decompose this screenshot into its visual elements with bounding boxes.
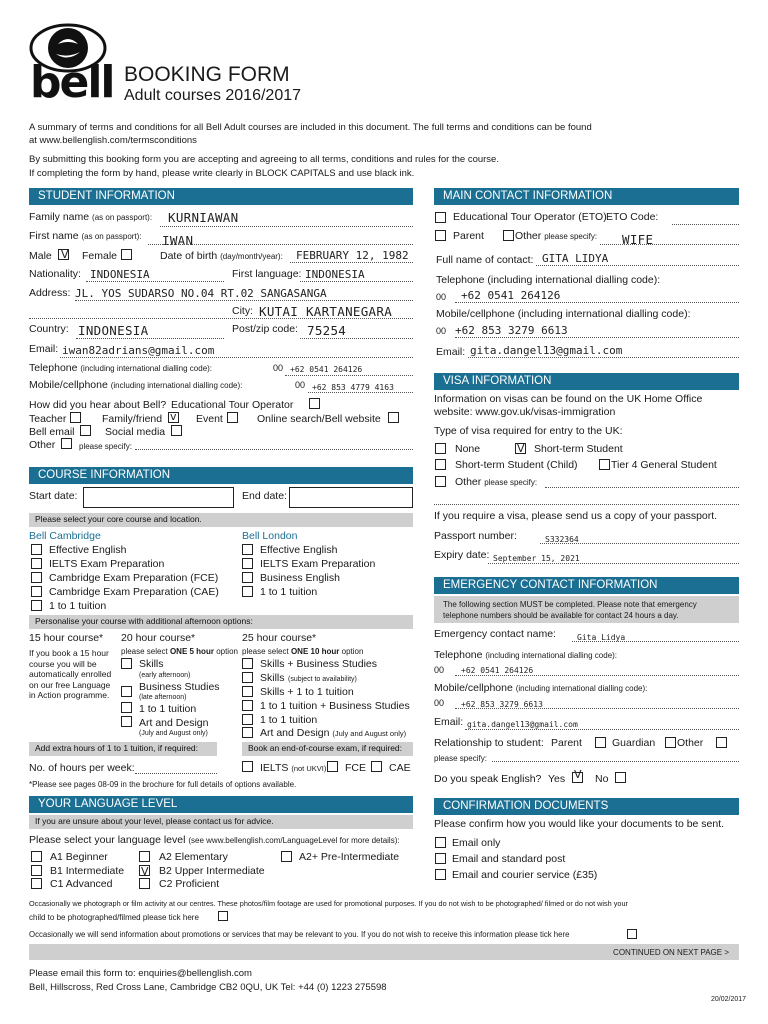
contact-other-line [600, 244, 739, 245]
opt25-skills-one-checkbox[interactable] [242, 686, 253, 697]
emergency-mobile-line [455, 708, 739, 709]
bell-wordmark: bell [30, 57, 114, 108]
dob-label: Date of birth (day/month/year): [160, 250, 283, 262]
footer-date: 20/02/2017 [711, 996, 747, 1003]
exam-bar: Book an end-of-course exam, if required: [242, 742, 413, 756]
contact-email-value[interactable]: gita.dangel13@gmail.com [470, 344, 623, 357]
hear-event-checkbox[interactable] [227, 412, 238, 423]
opt20-art-checkbox[interactable] [121, 716, 132, 727]
hear-online-checkbox[interactable] [388, 412, 399, 423]
speak-english-yes-check-mark: V [574, 768, 582, 781]
cambridge-course-label: Cambridge Exam Preparation (CAE) [49, 586, 219, 598]
passport-number-value[interactable]: S332364 [545, 535, 579, 544]
visa-tier4-checkbox[interactable] [599, 459, 610, 470]
family-name-value[interactable]: KURNIAWAN [168, 210, 239, 225]
student-telephone-value[interactable]: +62 0541 264126 [290, 365, 363, 374]
exam-fce-checkbox[interactable] [327, 761, 338, 772]
cambridge-course-label: 1 to 1 tuition [49, 600, 107, 612]
email-label: Email: [29, 343, 59, 355]
contact-mobile-label: Mobile/cellphone (including international dialling code): [436, 308, 691, 320]
confirm-email-courier-label: Email and courier service (£35) [452, 869, 598, 881]
contact-telephone-value[interactable]: +62 0541 264126 [461, 289, 561, 302]
visa-short-term-child-label: Short-term Student (Child) [455, 459, 578, 471]
contact-email-line [468, 357, 739, 358]
london-course-checkbox[interactable] [242, 544, 253, 555]
opt25-skills-one-label: Skills + 1 to 1 tuition [260, 686, 354, 698]
level-a2-label: A2 Elementary [159, 851, 228, 863]
nationality-label: Nationality: [29, 268, 81, 280]
language-level-heading: YOUR LANGUAGE LEVEL [29, 796, 413, 813]
opt25-one-label: 1 to 1 tuition [260, 714, 318, 726]
female-label: Female [82, 250, 118, 262]
extra-hours-bar: Add extra hours of 1 to 1 tuition, if required: [29, 742, 217, 756]
female-checkbox[interactable] [121, 249, 132, 260]
relationship-specify: please specify: [434, 754, 487, 763]
london-course-label: Business English [260, 572, 340, 584]
course-info-heading: COURSE INFORMATION [29, 467, 413, 484]
cambridge-course-label: Cambridge Exam Preparation (FCE) [49, 572, 219, 584]
level-a2plus-label: A2+ Pre-Intermediate [299, 851, 400, 863]
visa-none-checkbox[interactable] [435, 443, 446, 454]
start-date-input[interactable] [83, 487, 234, 508]
cambridge-course-checkbox[interactable] [31, 586, 42, 597]
opt20-business-label: Business Studies [139, 681, 220, 693]
first-name-line [148, 244, 413, 245]
opt25-one-business-label: 1 to 1 tuition + Business Studies [260, 700, 410, 712]
hear-other-specify: please specify: [79, 442, 132, 451]
hear-family-check-mark: v [170, 410, 177, 423]
opt25-art-label: Art and Design (July and August only) [260, 727, 407, 739]
opt25-skills-hint: (subject to availability) [288, 676, 357, 683]
opt20-art-hint: (July and August only) [139, 730, 208, 737]
visa-short-term-check-mark: V [517, 442, 525, 455]
visa-other-checkbox[interactable] [435, 476, 446, 487]
hear-eto-label: Educational Tour Operator [171, 399, 294, 411]
contact-eto-code-line [672, 224, 739, 225]
contact-other-label: Other please specify: [515, 230, 598, 242]
level-a1-checkbox[interactable] [31, 851, 42, 862]
family-name-line [160, 226, 413, 227]
course-20-hour-heading: 20 hour course* [121, 632, 196, 644]
student-telephone-prefix: 00 [273, 363, 284, 373]
bell-cambridge-heading: Bell Cambridge [29, 530, 101, 542]
visa-require-note: If you require a visa, please send us a copy of your passport. [434, 510, 718, 522]
student-mobile-value[interactable]: +62 853 4779 4163 [312, 383, 394, 392]
level-b1-checkbox[interactable] [31, 865, 42, 876]
emergency-name-label: Emergency contact name: [434, 628, 556, 640]
cambridge-course-label: Effective English [49, 544, 127, 556]
hear-teacher-checkbox[interactable] [70, 412, 81, 423]
hear-bell-email-label: Bell email [29, 426, 75, 438]
visa-info-heading: VISA INFORMATION [434, 373, 739, 390]
course-20-hour-hint: please select ONE 5 hour option [121, 647, 238, 656]
free-note-line: course you will be [29, 658, 97, 669]
student-mobile-label: Mobile/cellphone (including international dialling code): [29, 379, 243, 391]
contact-name-value[interactable]: GITA LIDYA [542, 252, 609, 265]
visa-other-line [545, 487, 739, 488]
hear-other-checkbox[interactable] [61, 438, 72, 449]
cambridge-course-checkbox[interactable] [31, 558, 42, 569]
first-language-label: First language: [232, 268, 302, 280]
hear-social-checkbox[interactable] [171, 425, 182, 436]
hear-bell-email-checkbox[interactable] [80, 425, 91, 436]
info-consent-checkbox[interactable] [627, 929, 637, 939]
emergency-name-line [572, 641, 739, 642]
intro-line-4: If completing the form by hand, please write clearly in BLOCK CAPITALS and use black ink. [29, 168, 415, 179]
confirm-email-post-label: Email and standard post [452, 853, 566, 865]
dob-value[interactable]: FEBRUARY 12, 1982 [296, 249, 409, 262]
level-b2-check-mark: V [141, 865, 149, 878]
info-consent-line: Occasionally we will send information about promotions or services that may be relevant to you. If you do not wish to receive this information please tick here [29, 930, 570, 939]
relationship-other-label: Other [677, 737, 704, 749]
passport-number-line [540, 543, 739, 544]
select-core-course-bar: Please select your core course and location. [29, 513, 413, 527]
opt25-skills-checkbox[interactable] [242, 672, 253, 683]
visa-info-line-1: Information on visas can be found on the UK Home Office [434, 393, 703, 405]
contact-telephone-line [455, 302, 739, 303]
contact-name-label: Full name of contact: [436, 254, 534, 266]
footer-address: Bell, Hillscross, Red Cross Lane, Cambridge CB2 0QU, UK Tel: +44 (0) 1223 275598 [29, 982, 387, 993]
emergency-mobile-value[interactable]: +62 853 3279 6613 [461, 700, 543, 709]
speak-english-no-checkbox[interactable] [615, 772, 626, 783]
course-footnote: *Please see pages 08-09 in the brochure for full details of options available. [29, 780, 297, 789]
confirm-email-only-checkbox[interactable] [435, 837, 446, 848]
opt20-skills-hint: (early afternoon) [139, 672, 191, 679]
free-note-line: in Action programme. [29, 690, 110, 700]
first-name-label: First name (as on passport): [29, 230, 142, 242]
course-25-hour-heading: 25 hour course* [242, 632, 317, 644]
emergency-telephone-line [455, 675, 739, 676]
speak-english-yes-label: Yes [548, 773, 566, 785]
visa-other-label: Other please specify: [455, 476, 538, 488]
level-a1-label: A1 Beginner [50, 851, 108, 863]
relationship-guardian-checkbox[interactable] [665, 737, 676, 748]
hear-online-label: Online search/Bell website [257, 413, 381, 425]
student-info-heading: STUDENT INFORMATION [29, 188, 413, 205]
emergency-telephone-prefix: 00 [434, 665, 445, 675]
contact-parent-label: Parent [453, 230, 484, 242]
student-telephone-label: Telephone (including international dialling code): [29, 362, 213, 374]
postcode-value[interactable]: 75254 [307, 323, 347, 338]
hear-event-label: Event [196, 413, 223, 425]
nationality-value[interactable]: INDONESIA [90, 268, 150, 281]
photo-consent-line-2: child to be photographed/filmed please tick here [29, 913, 199, 922]
london-course-label: Effective English [260, 544, 338, 556]
opt20-skills-label: Skills [139, 658, 164, 670]
level-c1-checkbox[interactable] [31, 878, 42, 889]
bell-london-heading: Bell London [242, 530, 298, 542]
london-course-checkbox[interactable] [242, 572, 253, 583]
intro-line-2: at www.bellenglish.com/termsconditions [29, 135, 197, 146]
postcode-label: Post/zip code: [232, 323, 298, 335]
visa-none-label: None [455, 443, 481, 455]
hear-teacher-label: Teacher [29, 413, 67, 425]
free-note-line: If you book a 15 hour [29, 648, 109, 658]
contact-parent-checkbox[interactable] [435, 230, 446, 241]
contact-telephone-prefix: 00 [436, 292, 447, 302]
opt25-art-checkbox[interactable] [242, 727, 253, 738]
visa-type-label: Type of visa required for entry to the UK: [434, 425, 623, 437]
personalise-bar: Personalise your course with additional afternoon options: [29, 615, 413, 629]
male-check-mark: V [61, 248, 69, 261]
footer-email: Please email this form to: enquiries@bellenglish.com [29, 968, 252, 979]
visa-short-term-label: Short-term Student [534, 443, 623, 455]
course-25-hour-hint: please select ONE 10 hour option [242, 647, 364, 656]
end-date-input[interactable] [289, 487, 413, 508]
student-mobile-prefix: 00 [295, 380, 306, 390]
opt25-skills-label: Skills [260, 672, 285, 684]
relationship-specify-line [492, 761, 739, 762]
level-c2-checkbox[interactable] [139, 878, 150, 889]
confirm-email-courier-checkbox[interactable] [435, 869, 446, 880]
london-course-checkbox[interactable] [242, 586, 253, 597]
contact-mobile-prefix: 00 [436, 326, 447, 336]
emergency-telephone-value[interactable]: +62 0541 264126 [461, 666, 534, 675]
contact-other-value[interactable]: WIFE [622, 232, 654, 247]
emergency-name-value[interactable]: Gita Lidya [577, 633, 626, 642]
relationship-parent-checkbox[interactable] [595, 737, 606, 748]
visa-other-line-2 [434, 504, 739, 505]
emergency-email-value[interactable]: gita.dangel13@gmail.com [467, 720, 578, 729]
level-b2-label: B2 Upper Intermediate [159, 865, 265, 877]
confirm-email-post-checkbox[interactable] [435, 853, 446, 864]
language-unsure-bar: If you are unsure about your level, please contact us for advice. [29, 815, 413, 829]
end-date-label: End date: [242, 490, 287, 502]
visa-short-term-child-checkbox[interactable] [435, 459, 446, 470]
exam-cae-checkbox[interactable] [371, 761, 382, 772]
emergency-note-box [434, 596, 739, 623]
contact-mobile-value[interactable]: +62 853 3279 6613 [455, 324, 568, 337]
postcode-line [300, 338, 413, 339]
emergency-telephone-label: Telephone (including international dialling code): [434, 649, 618, 661]
main-contact-heading: MAIN CONTACT INFORMATION [434, 188, 739, 205]
opt20-business-checkbox[interactable] [121, 686, 132, 697]
photo-consent-checkbox[interactable] [218, 911, 228, 921]
country-line [76, 338, 224, 339]
confirmation-how-label: Please confirm how you would like your documents to be sent. [434, 818, 725, 830]
address-line-1 [75, 300, 413, 301]
emergency-mobile-prefix: 00 [434, 698, 445, 708]
cambridge-course-checkbox[interactable] [31, 600, 42, 611]
confirm-email-only-label: Email only [452, 837, 501, 849]
continued-bar [29, 944, 739, 960]
dob-line [290, 262, 413, 263]
hear-family-label: Family/friend [102, 413, 163, 425]
london-course-label: 1 to 1 tuition [260, 586, 318, 598]
opt25-one-checkbox[interactable] [242, 714, 253, 725]
hear-eto-checkbox[interactable] [309, 398, 320, 409]
email-line [60, 357, 413, 358]
contact-eto-label: Educational Tour Operator (ETO) [453, 211, 607, 223]
confirmation-docs-heading: CONFIRMATION DOCUMENTS [434, 798, 739, 815]
relationship-guardian-label: Guardian [612, 737, 656, 749]
cambridge-course-checkbox[interactable] [31, 544, 42, 555]
exam-ielts-label: IELTS (not UKVI) [260, 762, 327, 774]
country-label: Country: [29, 323, 69, 335]
contact-other-checkbox[interactable] [503, 230, 514, 241]
first-language-line [300, 281, 413, 282]
opt25-one-business-checkbox[interactable] [242, 700, 253, 711]
student-telephone-line [285, 375, 413, 376]
hours-per-week-label: No. of hours per week: [29, 762, 135, 774]
emergency-email-label: Email: [434, 716, 464, 728]
speak-english-label: Do you speak English? [434, 773, 542, 785]
cambridge-course-label: IELTS Exam Preparation [49, 558, 165, 570]
city-label: City: [232, 305, 253, 317]
london-course-label: IELTS Exam Preparation [260, 558, 376, 570]
page-title: BOOKING FORM [124, 63, 290, 86]
level-b1-label: B1 Intermediate [50, 865, 125, 877]
free-note-line: on our free Language [29, 679, 111, 690]
free-note-line: automatically enrolled [29, 669, 112, 679]
contact-name-line [536, 265, 739, 266]
family-name-label: Family name (as on passport): [29, 211, 153, 223]
start-date-label: Start date: [29, 490, 78, 502]
photo-consent-line-1: Occasionally we photograph or film activity at our centres. These photos/film footage are used for promotional purposes. If you do not wish to be photographed/ filmed or do not wish your [29, 899, 628, 908]
exam-fce-label: FCE [345, 762, 366, 774]
male-label: Male [29, 250, 52, 262]
page-subtitle: Adult courses 2016/2017 [124, 87, 302, 104]
visa-info-line-2: website: www.gov.uk/visas-immigration [434, 406, 616, 418]
london-course-checkbox[interactable] [242, 558, 253, 569]
first-name-value[interactable]: IWAN [162, 233, 194, 248]
contact-telephone-label: Telephone (including international dialling code): [436, 274, 661, 286]
contact-mobile-line [455, 337, 739, 338]
visa-tier4-label: Tier 4 General Student [611, 459, 717, 471]
opt20-one-to-one-checkbox[interactable] [121, 702, 132, 713]
level-c1-label: C1 Advanced [50, 878, 113, 890]
continued-link[interactable]: CONTINUED ON NEXT PAGE > [613, 948, 729, 957]
nationality-line [86, 281, 224, 282]
hear-social-label: Social media [105, 426, 166, 438]
first-language-value[interactable]: INDONESIA [305, 268, 365, 281]
address-line-2 [29, 318, 413, 319]
email-value[interactable]: iwan82adrians@gmail.com [62, 344, 215, 357]
exam-cae-label: CAE [389, 762, 411, 774]
level-a2plus-checkbox[interactable] [281, 851, 292, 862]
expiry-date-value[interactable]: September 15, 2021 [493, 554, 580, 563]
address-label: Address: [29, 287, 71, 299]
passport-number-label: Passport number: [434, 530, 517, 542]
speak-english-no-label: No [595, 773, 609, 785]
country-value[interactable]: INDONESIA [78, 323, 149, 338]
hear-other-label: Other [29, 439, 56, 451]
opt20-art-label: Art and Design [139, 717, 209, 729]
cambridge-course-checkbox[interactable] [31, 572, 42, 583]
level-c2-label: C2 Proficient [159, 878, 220, 890]
expiry-date-line [488, 563, 739, 564]
opt20-skills-checkbox[interactable] [121, 658, 132, 669]
bell-logo [28, 22, 114, 110]
exam-ielts-checkbox[interactable] [242, 761, 253, 772]
hours-per-week-line [135, 773, 217, 774]
opt25-skills-business-label: Skills + Business Studies [260, 658, 378, 670]
address-value[interactable]: JL. YOS SUDARSO NO.04 RT.02 SANGASANGA [75, 287, 327, 300]
level-a2-checkbox[interactable] [139, 851, 150, 862]
expiry-date-label: Expiry date: [434, 549, 490, 561]
relationship-label: Relationship to student: [434, 737, 544, 749]
hear-other-line [135, 449, 413, 450]
hear-about-label: How did you hear about Bell? [29, 399, 167, 411]
contact-email-label: Email: [436, 346, 466, 358]
emergency-note-line-2: telephone numbers should be available for contact 24 hours a day. [443, 611, 679, 620]
emergency-mobile-label: Mobile/cellphone (including international dialling code): [434, 682, 648, 694]
relationship-other-checkbox[interactable] [716, 737, 727, 748]
city-value[interactable]: KUTAI KARTANEGARA [259, 304, 393, 319]
emergency-contact-heading: EMERGENCY CONTACT INFORMATION [434, 577, 739, 594]
relationship-parent-label: Parent [551, 737, 582, 749]
contact-eto-checkbox[interactable] [435, 212, 446, 223]
opt25-skills-business-checkbox[interactable] [242, 658, 253, 669]
intro-line-1: A summary of terms and conditions for all Bell Adult courses are included in this document. The full terms and conditions can be found [29, 122, 592, 133]
opt20-business-hint: (late afternoon) [139, 694, 187, 701]
language-select-label: Please select your language level (see www.bellenglish.com/LanguageLevel for more details): [29, 834, 400, 846]
opt20-one-to-one-label: 1 to 1 tuition [139, 703, 197, 715]
course-15-hour-heading: 15 hour course* [29, 632, 104, 644]
emergency-note-line-1: The following section MUST be completed. Please note that emergency [443, 600, 697, 609]
emergency-email-line [465, 729, 739, 730]
student-mobile-line [308, 392, 413, 393]
contact-eto-code-label: ETO Code: [606, 211, 659, 223]
intro-line-3: By submitting this booking form you are accepting and agreeing to all terms, conditions and rules for the course. [29, 154, 499, 165]
